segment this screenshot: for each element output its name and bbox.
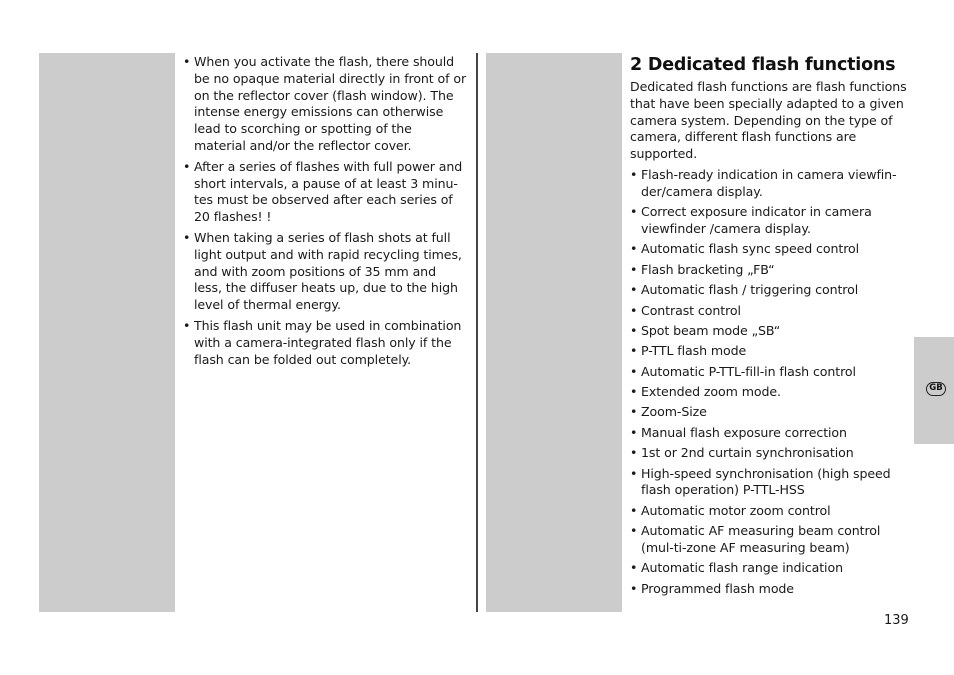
list-item: • Correct exposure indicator in camera viewfinder /camera display. (630, 204, 915, 238)
list-item: • 1st or 2nd curtain synchronisation (630, 445, 915, 462)
list-item: • Spot beam mode „SB“ (630, 323, 915, 340)
list-item: • Zoom-Size (630, 404, 915, 421)
column-divider (476, 53, 478, 612)
list-item: • Automatic flash range indication (630, 560, 915, 577)
left-margin-panel (39, 53, 175, 612)
list-item: • Automatic P-TTL-fill-in flash control (630, 364, 915, 381)
list-item: • Automatic flash sync speed control (630, 241, 915, 258)
left-column (183, 54, 467, 372)
list-item: • After a series of flashes with full power and short intervals, a pause of at least 3 minu-tes must be observed after each series of 20 flashes! ! (183, 159, 467, 226)
list-item: • Automatic flash / triggering control (630, 282, 915, 299)
list-item: • Programmed flash mode (630, 581, 915, 598)
list-item: • P-TTL flash mode (630, 343, 915, 360)
list-item: • Extended zoom mode. (630, 384, 915, 401)
list-item: • Automatic motor zoom control (630, 503, 915, 520)
right-column (630, 54, 915, 601)
list-item: • High-speed synchronisation (high speed flash operation) P-TTL-HSS (630, 466, 915, 500)
list-item: • When you activate the flash, there should be no opaque material directly in front of or on the reflector cover (flash window). The intense energy emissions can otherwise lead to scorching or spotting of the material and/or the reflector cover. (183, 54, 467, 155)
list-item: • When taking a series of flash shots at full light output and with rapid recycling times, and with zoom positions of 35 mm and less, the diffuser heats up, due to the high level of thermal energy. (183, 230, 467, 314)
list-item: • This flash unit may be used in combination with a camera-integrated flash only if the flash can be folded out completely. (183, 318, 467, 368)
list-item: • Contrast control (630, 303, 915, 320)
list-item: • Manual flash exposure correction (630, 425, 915, 442)
page-number: 139 (884, 613, 909, 628)
list-item: • Flash-ready indication in camera viewfin-der/camera display. (630, 167, 915, 201)
intro-paragraph: Dedicated flash functions are flash functions that have been specially adapted to a given camera system. Depending on the type of camera, different flash functions are supported. (630, 79, 907, 162)
list-item: • Flash bracketing „FB“ (630, 262, 915, 279)
list-item: • Automatic AF measuring beam control (mul-ti-zone AF measuring beam) (630, 523, 915, 557)
flash-functions-list (630, 167, 915, 598)
warning-list (183, 54, 467, 368)
right-margin-panel (486, 53, 622, 612)
language-badge: GB (926, 382, 946, 396)
section-heading: 2 Dedicated flash functions (630, 55, 896, 75)
